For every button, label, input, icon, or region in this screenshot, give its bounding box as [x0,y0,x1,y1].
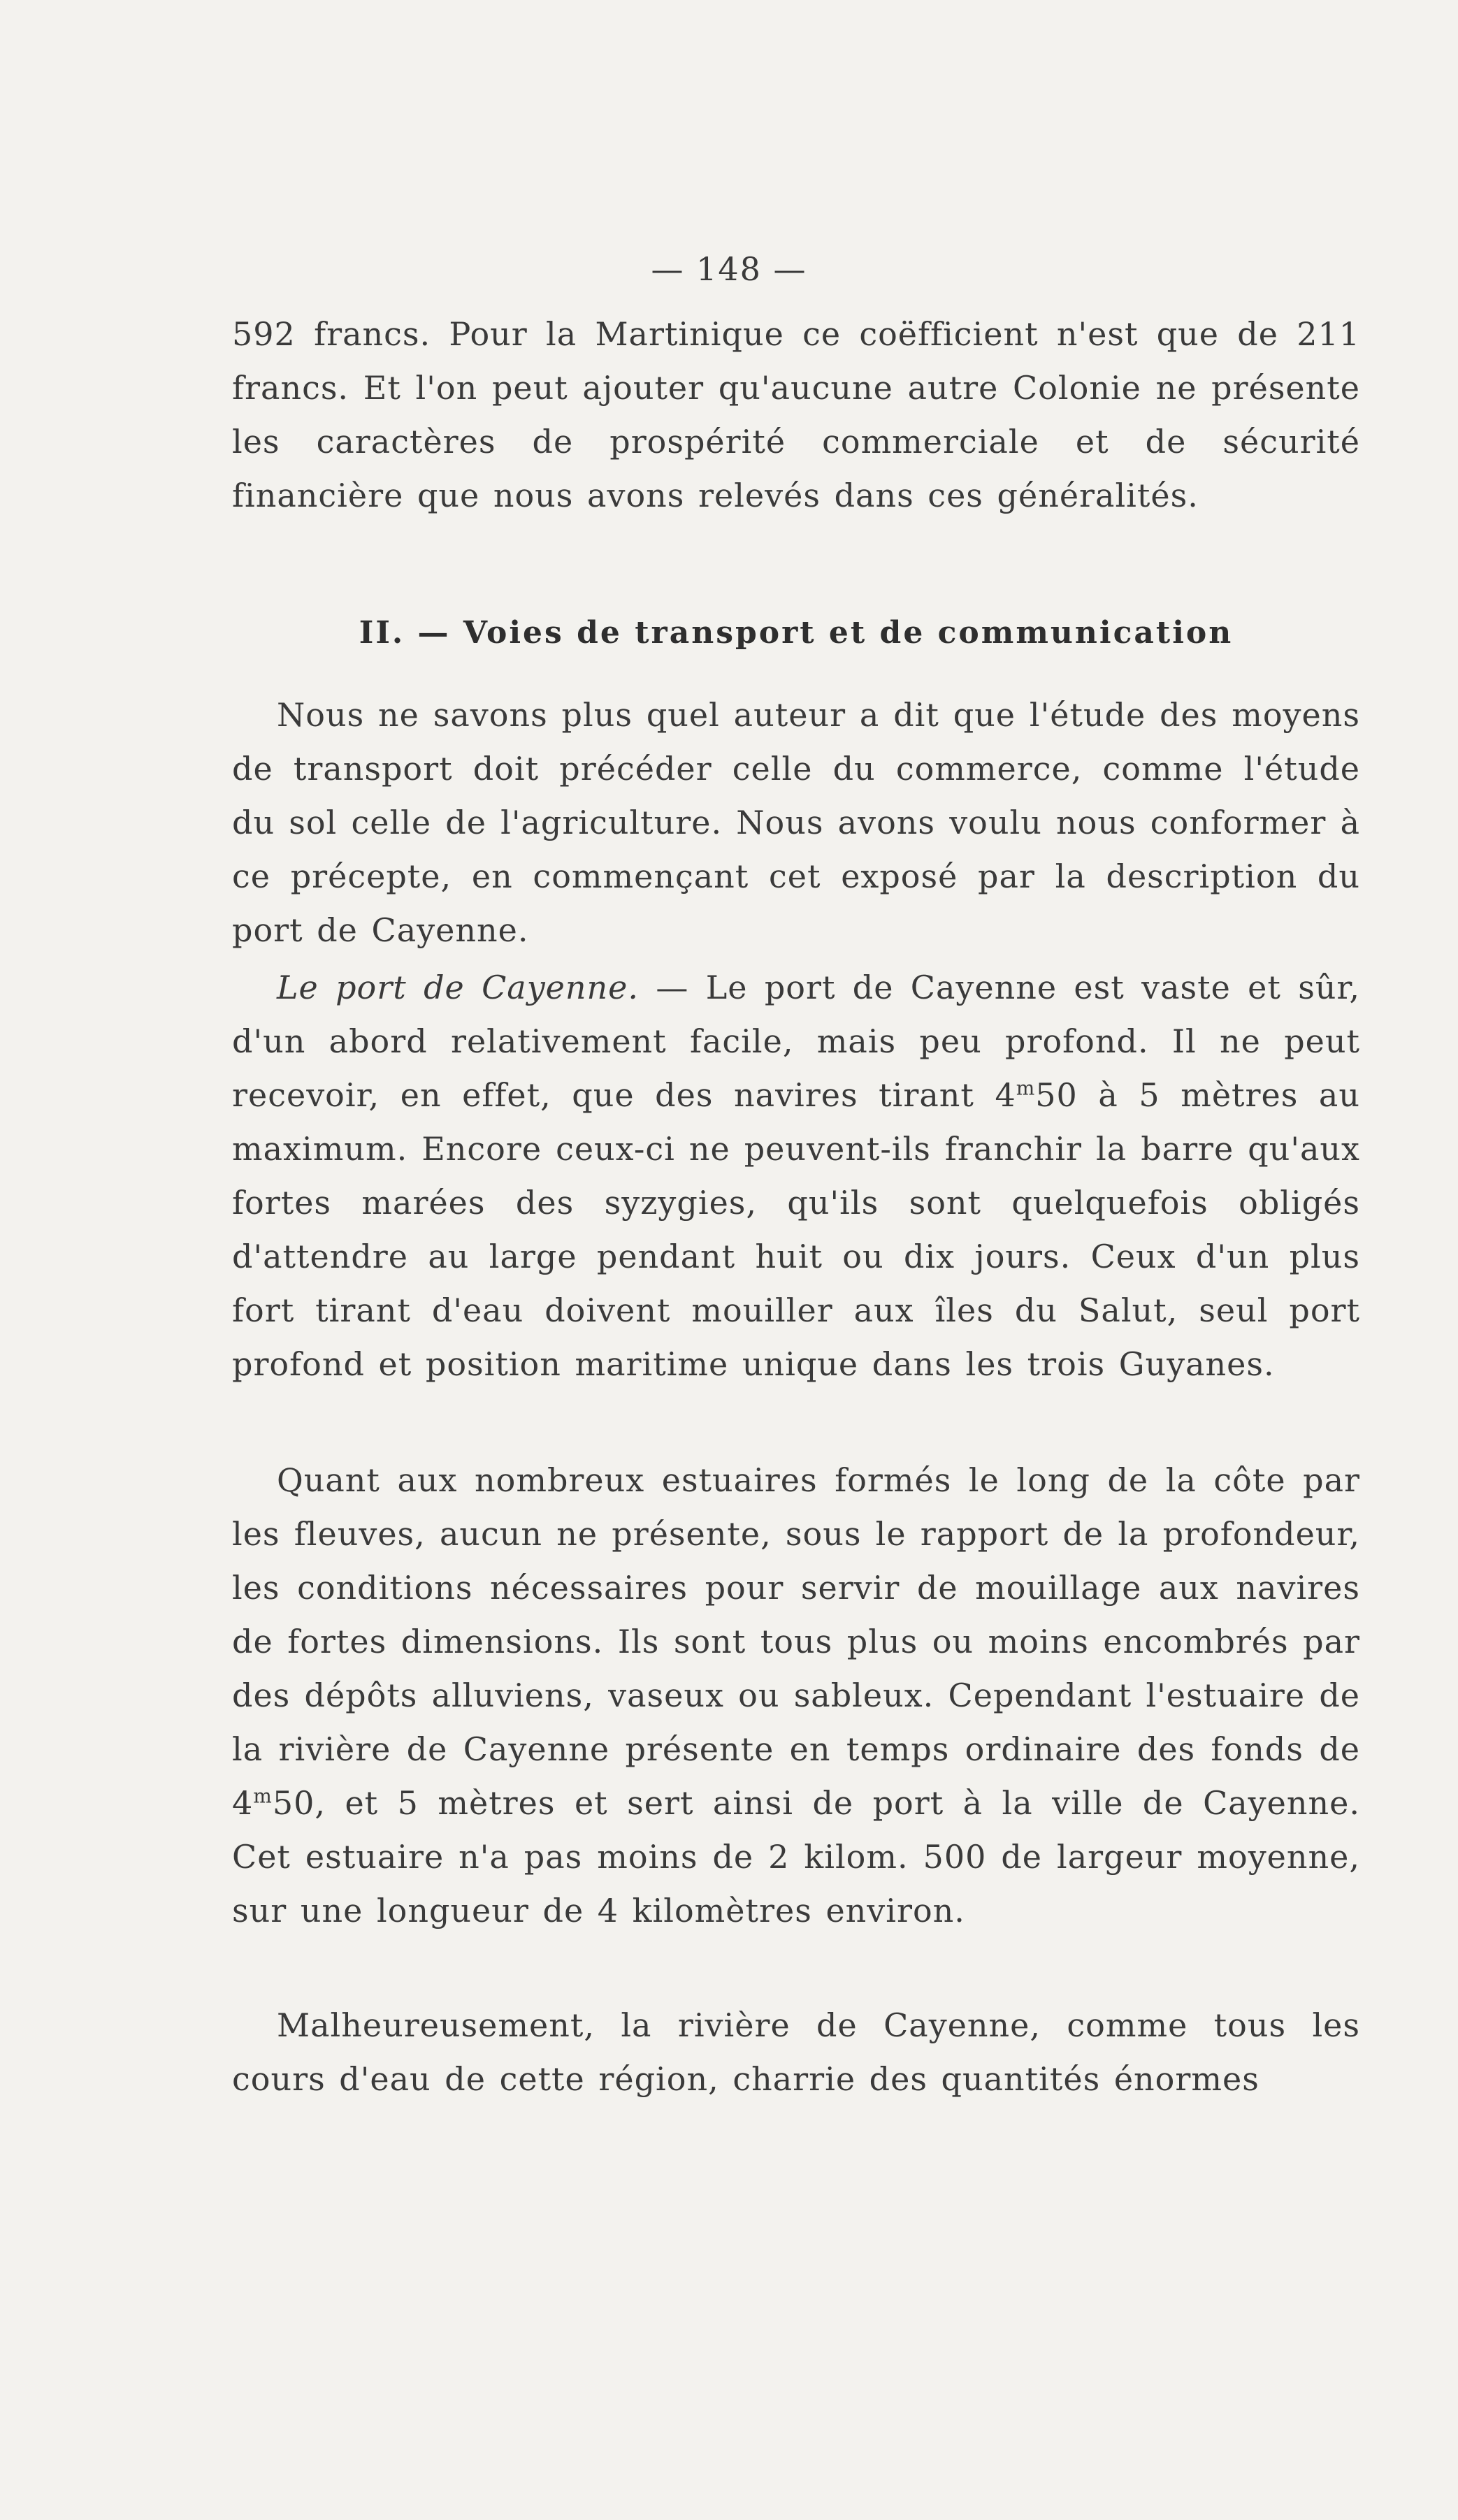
paragraph-port [232,961,1360,1391]
paragraph-final [232,1999,1360,2106]
section-dash: — [417,615,451,651]
text-run: 50 à 5 mètres au maximum. Encore ceux-ci ne peuvent-ils franchir la barre qu'aux fortes marées des syzygies, qu'ils sont quelquefois obligés d'attendre au large pendant huit ou dix jours. Ceux d'un plus fort tirant d'eau doivent mouiller aux îles du Salut, seul port profond et position maritime unique dans les trois Guyanes. [232,1076,1360,1383]
paragraph-text [232,1454,1360,1938]
paragraph-estuaries [232,1454,1360,1938]
text-run: Le port de Cayenne est vaste et sûr, d'un abord relativement facile, mais peu profond. Il ne peut recevoir, en effet, que des navires tirant 4 [232,969,1360,1114]
unit-superscript: m [1016,1076,1036,1100]
paragraph-intro [232,688,1360,957]
paragraph-text: Nous ne savons plus quel auteur a dit que l'étude des moyens de transport doit précéder celle du commerce, comme l'étude du sol celle de l'agriculture. Nous avons voulu nous conformer à ce précepte, en commençant cet exposé par la description du port de Cayenne. [232,696,1360,949]
paragraph-continuation [232,307,1360,523]
text-run: Quant aux nombreux estuaires formés le long de la côte par les fleuves, aucun ne présente, sous le rapport de la profondeur, les conditions nécessaires pour servir de mouillage aux navires de fortes dimensions. Ils sont tous plus ou moins encombrés par des dépôts alluviens, vaseux ou sableux. Cependant l'estuaire de la rivière de Cayenne présente en temps ordinaire des fonds de 4 [232,1461,1360,1822]
section-heading [232,615,1360,651]
subsection-title: Le port de Cayenne. [277,969,640,1006]
paragraph-text [232,961,1360,1391]
paragraph-text: 592 francs. Pour la Martinique ce coëfficient n'est que de 211 francs. Et l'on peut ajouter qu'aucune autre Colonie ne présente les caractères de prospérité commerciale et de sécurité financière que nous avons relevés dans ces généralités. [232,315,1360,514]
text-run: 50, et 5 mètres et sert ainsi de port à la ville de Cayenne. Cet estuaire n'a pas moins de 2 kilom. 500 de largeur moyenne, sur une longueur de 4 kilomètres environ. [232,1784,1360,1929]
subsection-dash: — [656,969,689,1006]
section-title: Voies de transport et de communication [463,615,1234,651]
page-number: — 148 — [651,250,807,288]
section-number: II. [359,615,405,651]
paragraph-text: Malheureusement, la rivière de Cayenne, comme tous les cours d'eau de cette région, charrie des quantités énormes [232,2006,1360,2098]
unit-superscript: m [253,1784,273,1808]
